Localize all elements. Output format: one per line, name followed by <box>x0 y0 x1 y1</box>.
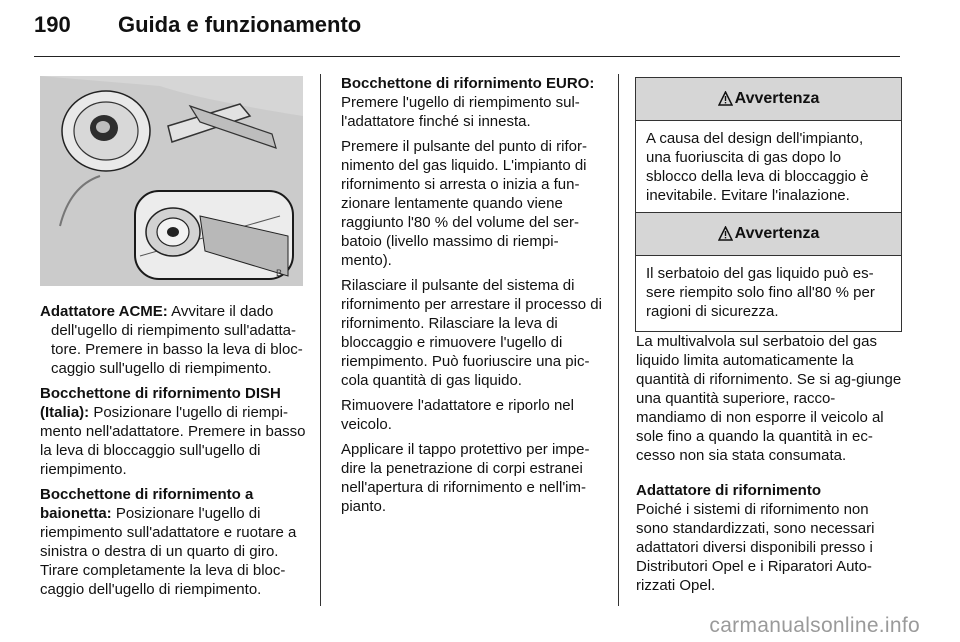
euro-text: Premere l'ugello di riempimento sul-l'adattatore finché si innesta. <box>341 94 580 130</box>
col2-paragraph-4: Rimuovere l'adattatore e riporlo nel veicolo. <box>341 397 574 433</box>
bayonet-text: Posizionare l'ugello di riempimento sull'adattatore e ruotare a sinistra o destra di un quarto di giro. Tirare completamente la leva di bloc-caggio dell'ugello di riempimento. <box>40 505 297 598</box>
detail-inset <box>135 191 293 279</box>
figure-code: B <box>276 268 283 278</box>
column-3-text <box>636 332 904 601</box>
warning-title-1: Avvertenza <box>734 90 820 107</box>
warning-text-1: A causa del design dell'impianto, una fuoriuscita di gas dopo lo sblocco della leva di bloccaggio è inevitabile. Evitare l'inalazione. <box>646 130 869 204</box>
warning-box-2 <box>635 212 902 332</box>
acme-label: Adattatore ACME: <box>40 303 168 320</box>
acme-text: Avvitare il dado dell'ugello di riempimento sull'adatta-tore. Premere in basso la leva di bloc-caggio sull'ugello di riempimento. <box>51 303 303 377</box>
acme-paragraph <box>40 302 308 378</box>
dish-text: Posizionare l'ugello di riempi-mento nell'adattatore. Premere in basso la leva di bloccaggio sull'ugello di riempimento. <box>40 404 306 478</box>
adapter-paragraph: Poiché i sistemi di rifornimento non sono standardizzati, sono necessari adattatori diversi disponibili presso i Distributori Opel e i Riparatori Auto-rizzati Opel. <box>636 501 875 594</box>
column-2 <box>341 74 605 522</box>
euro-label: Bocchettone di rifornimento EURO: <box>341 75 595 92</box>
filler-neck-drawing <box>62 91 150 171</box>
bayonet-label: Bocchettone di rifornimento a baionetta: <box>40 486 254 522</box>
warning-header-2 <box>636 213 901 256</box>
column-divider-1 <box>320 74 321 606</box>
column-1 <box>40 302 308 605</box>
col2-paragraph-2: Premere il pulsante del punto di rifor-nimento del gas liquido. L'impianto di rifornimento si arresta o inizia a fun-zionare lentamente quando viene raggiunto l'80 % del volume del ser-batoio (livello massimo di riempi-mento). <box>341 138 587 269</box>
dish-label: Bocchettone di rifornimento DISH (Italia): <box>40 385 281 421</box>
column-divider-2 <box>618 74 619 606</box>
warning-text-2: Il serbatoio del gas liquido può es-sere riempito solo fino all'80 % per ragioni di sicurezza. <box>646 265 875 320</box>
page-header <box>34 12 361 38</box>
col2-paragraph-5: Applicare il tappo protettivo per impe-dire la penetrazione di corpi estranei nell'apertura di rifornimento e nell'im-pianto. <box>341 441 590 515</box>
warning-triangle-icon <box>718 91 733 106</box>
watermark: carmanualsonline.info <box>709 614 920 637</box>
warning-triangle-icon <box>718 226 733 241</box>
header-rule <box>34 56 900 57</box>
page-title: Guida e funzionamento <box>118 12 362 37</box>
warning-box-1 <box>635 77 902 216</box>
bayonet-paragraph <box>40 485 308 599</box>
multivalve-paragraph: La multivalvola sul serbatoio del gas liquido limita automaticamente la quantità di rifornimento. Se si ag-giunge una quantità superiore, racco-mandiamo di non esporre il veicolo al sole fino a quando la quantità in ec-cesso non sia stata consumata. <box>636 333 902 464</box>
adapter-heading-text: Adattatore di rifornimento <box>636 482 822 499</box>
dish-paragraph <box>40 384 308 479</box>
adapter-heading <box>636 481 904 500</box>
euro-paragraph <box>341 74 605 131</box>
warning-title-2: Avvertenza <box>734 225 820 242</box>
warning-header-1 <box>636 78 901 121</box>
col2-paragraph-3: Rilasciare il pulsante del sistema di rifornimento per arrestare il processo di rifornimento. Rilasciare la leva di bloccaggio e rimuovere l'ugello di riempimento. Può fuoriuscire una pic-cola quantità di gas liquido. <box>341 277 602 389</box>
page-number: 190 <box>34 12 71 37</box>
lpg-adapter-illustration <box>40 76 303 286</box>
